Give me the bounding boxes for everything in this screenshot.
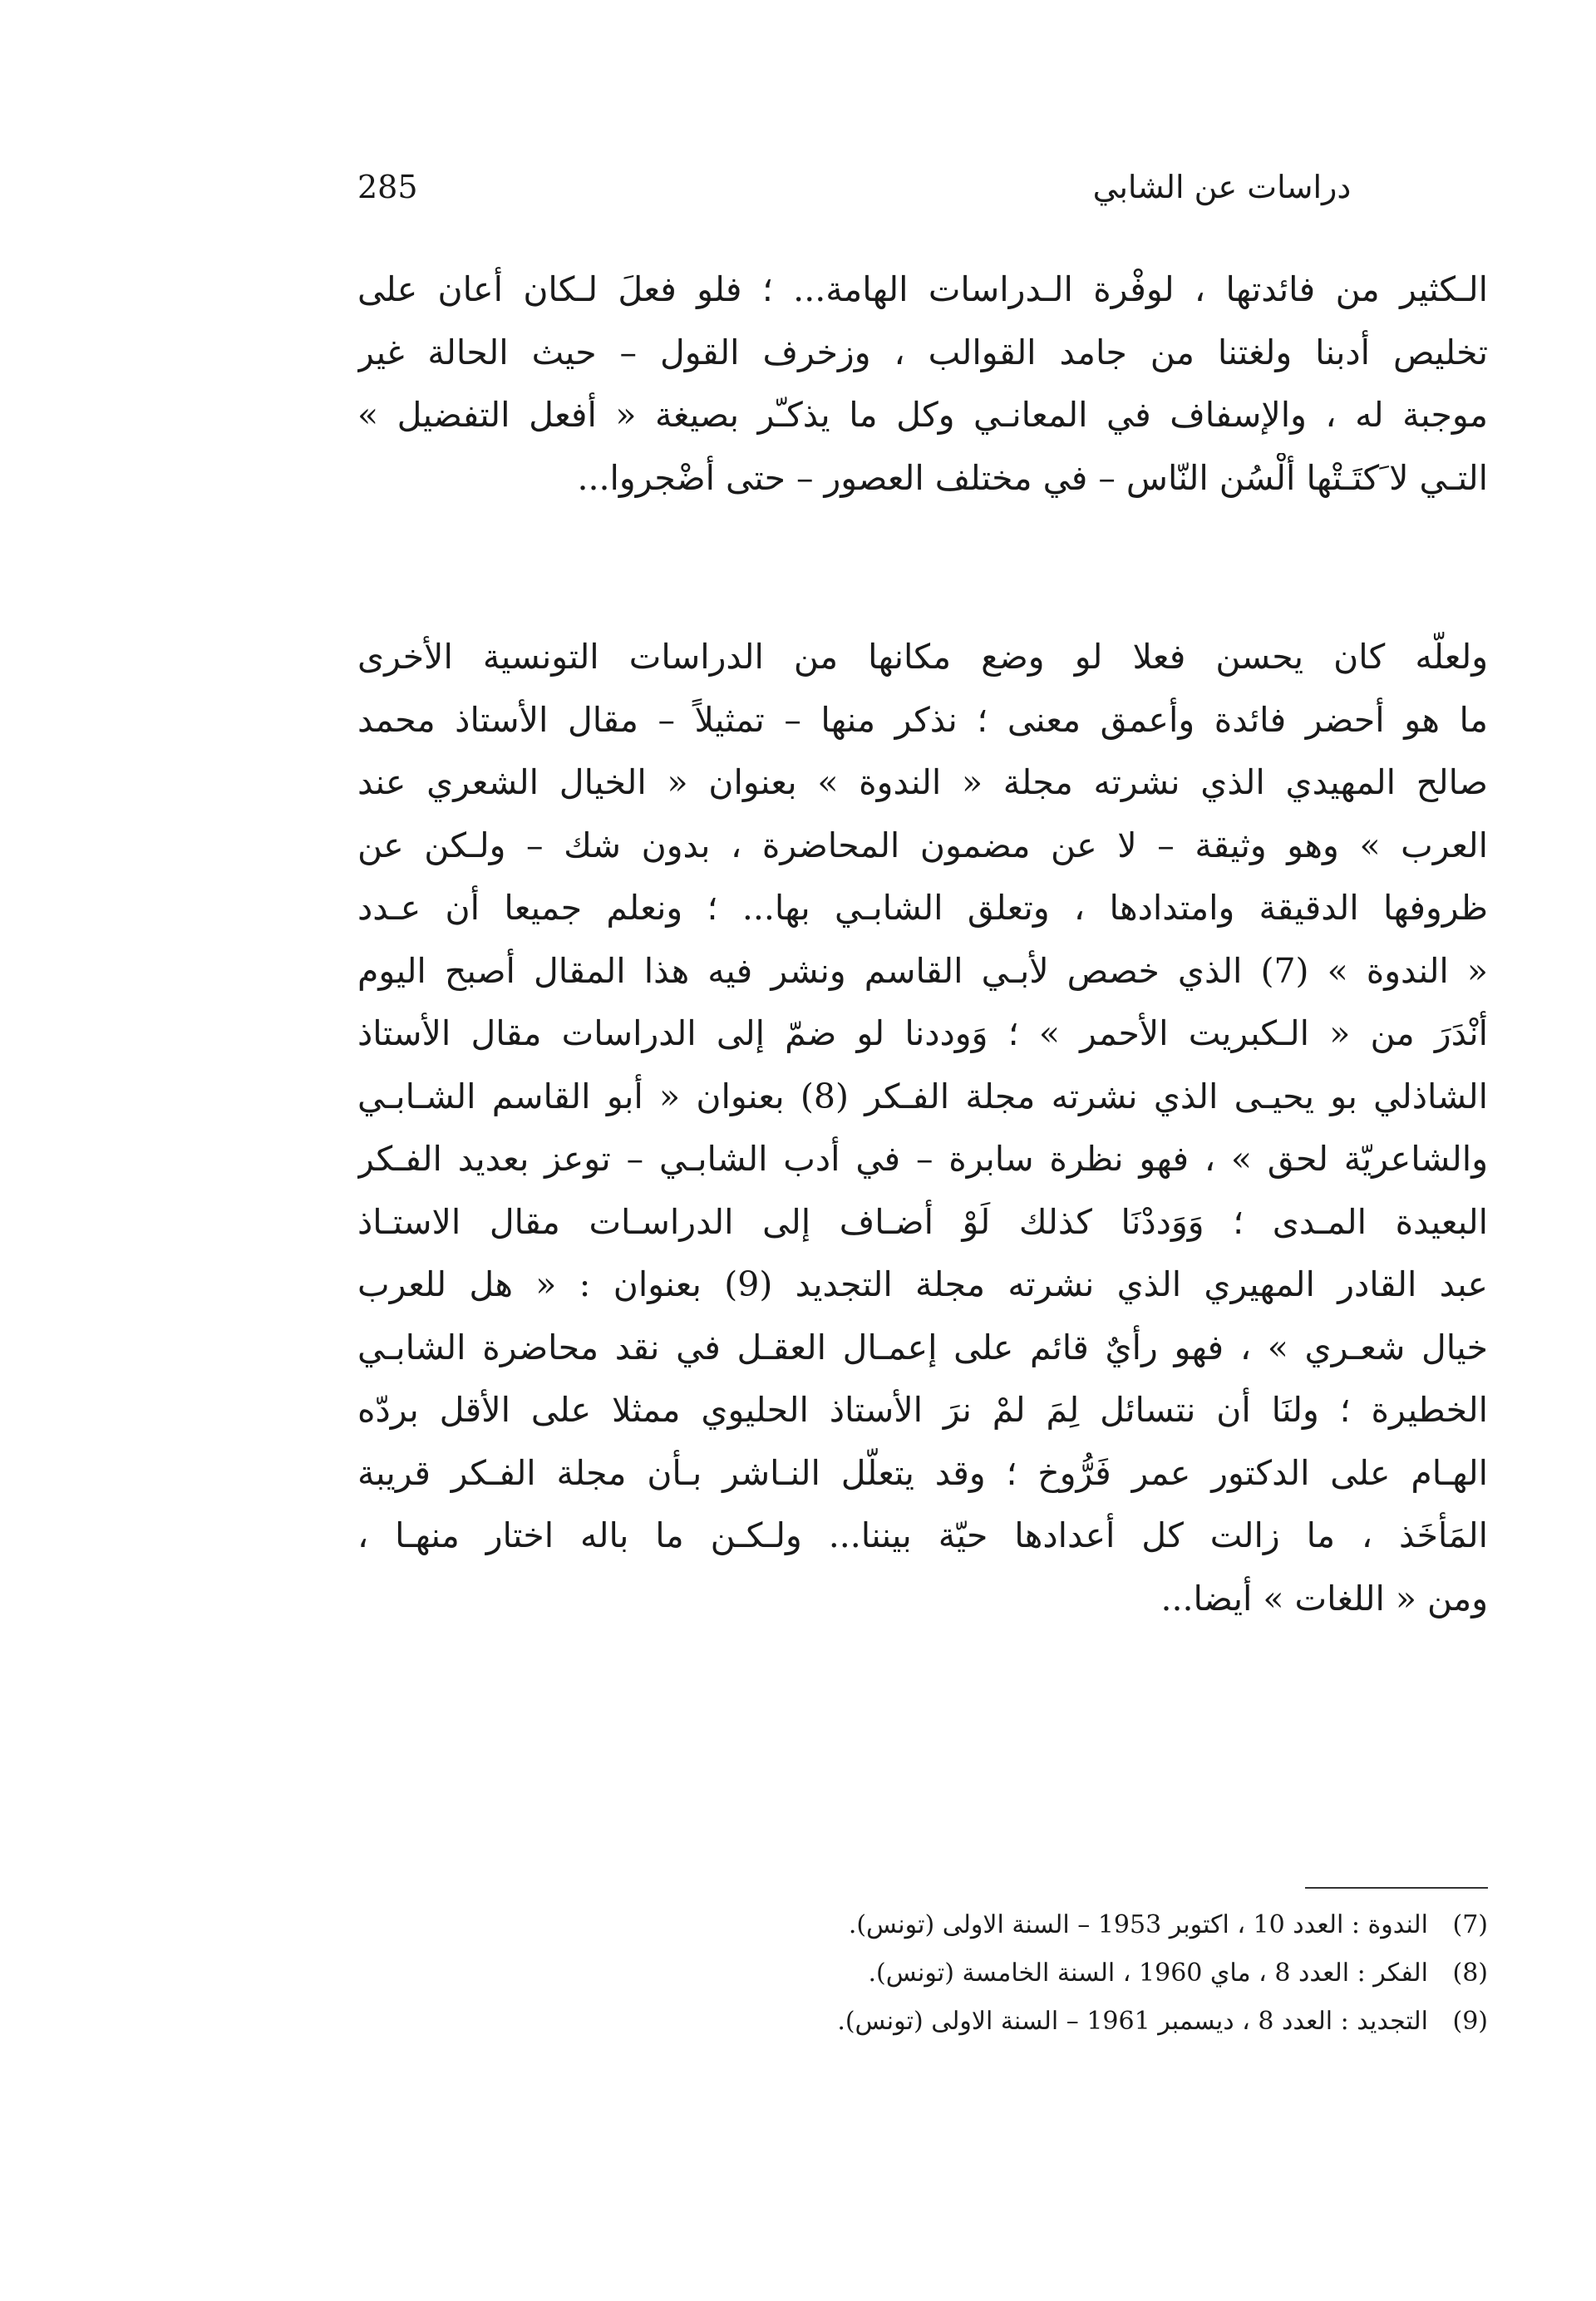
text-line: ظروفها الدقيقة وامتدادها ، وتعلق الشابـي بها... ؛ ونعلم جميعا أن عـدد xyxy=(357,888,1488,928)
text-line: البعيدة المـدى ؛ وَوَددْنَا كذلك لَوْ أضـاف إلى الدراسـات مقال الاستـاذ xyxy=(357,1201,1488,1242)
text-line: العرب » وهو وثيقة – لا عن مضمون المحاضرة ، بدون شك – ولـكن عن xyxy=(357,825,1488,865)
text-line: والشاعريّة لحق » ، فهو نظرة سابرة – في أدب الشابـي – توعز بعديد الفـكر xyxy=(357,1139,1488,1179)
text-line: ولعلّه كان يحسن فعلا لو وضع مكانها من الدراسات التونسية الأخرى xyxy=(357,637,1488,677)
text-line: صالح المهيدي الذي نشرته مجلة « الندوة » بعنوان « الخيال الشعري عند xyxy=(357,762,1488,802)
paragraph-1 xyxy=(357,264,1488,515)
page-number: 285 xyxy=(357,169,418,205)
footnote-number: (8) xyxy=(1452,1959,1488,1988)
footnote-separator xyxy=(1305,1887,1488,1889)
text-line: موجبة له ، والإسفاف في المعانـي وكل ما يذكـّر بصيغة « أفعل التفضيل » xyxy=(357,395,1488,435)
text-line: الشاذلي بو يحيـى الذي نشرته مجلة الفـكر (8) بعنوان « أبو القاسم الشـابـي xyxy=(357,1076,1488,1116)
running-head xyxy=(357,162,1488,212)
footnote-text: التجديد : العدد 8 ، ديسمبر 1961 – السنة الاولى (تونس). xyxy=(837,2007,1428,2036)
text-line: تخليص أدبنا ولغتنا من جامد القوالب ، وزخرف القول – حيث الحالة غير xyxy=(357,332,1488,372)
footnote-8 xyxy=(357,1954,1488,1993)
footnote-7 xyxy=(357,1905,1488,1945)
text-line: « الندوة » (7) الذي خصص لأبـي القاسم ونشر فيه هذا المقال أصبح اليوم xyxy=(357,950,1488,991)
running-title: دراسات عن الشابي xyxy=(1092,169,1352,205)
text-line: الهـام على الدكتور عمر فَرُّوخ ؛ وقد يتعلّل النـاشر بـأن مجلة الفـكر قريبة xyxy=(357,1452,1488,1493)
footnotes xyxy=(357,1905,1488,2050)
text-line: خيال شعـري » ، فهو رأيٌ قائم على إعمـال العقـل في نقد محاضرة الشابـي xyxy=(357,1327,1488,1367)
text-line: الـكثير من فائدتها ، لوفْرة الـدراسات الهامة... ؛ فلو فعلَ لـكان أعان على xyxy=(357,269,1488,309)
footnote-number: (7) xyxy=(1452,1910,1488,1939)
text-line: أنْدَرَ من « الـكبريت الأحمر » ؛ وَوددنا لو ضمّ إلى الدراسات مقال الأستاذ xyxy=(357,1013,1488,1053)
text-line: التـي لا َكتَـتْها ألْسُن النّاس – في مختلف العصور – حتى أضْجروا... xyxy=(577,457,1488,498)
text-line: ومن « اللغات » أيضا... xyxy=(1160,1578,1488,1619)
footnote-9 xyxy=(357,2002,1488,2042)
paragraph-2 xyxy=(357,632,1488,1636)
footnote-number: (9) xyxy=(1452,2007,1488,2036)
text-line: الخطيرة ؛ ولنَا أن نتسائل لِمَ لمْ نرَ الأستاذ الحليوي ممثلا على الأقل بردّه xyxy=(357,1390,1488,1430)
footnote-text: الندوة : العدد 10 ، اكتوبر 1953 – السنة الاولى (تونس). xyxy=(848,1910,1428,1939)
footnote-text: الفكر : العدد 8 ، ماي 1960 ، السنة الخامسة (تونس). xyxy=(868,1959,1428,1988)
text-line: المَأخَذ ، ما زالت كل أعدادها حيّة بيننا... ولـكـن ما باله اختار منهـا ، xyxy=(357,1515,1488,1555)
text-line: ما هو أحضر فائدة وأعمق معنى ؛ نذكر منها – تمثيلاً – مقال الأستاذ محمد xyxy=(357,699,1488,740)
text-line: عبد القادر المهيري الذي نشرته مجلة التجديد (9) بعنوان : « هل للعرب xyxy=(357,1264,1488,1304)
